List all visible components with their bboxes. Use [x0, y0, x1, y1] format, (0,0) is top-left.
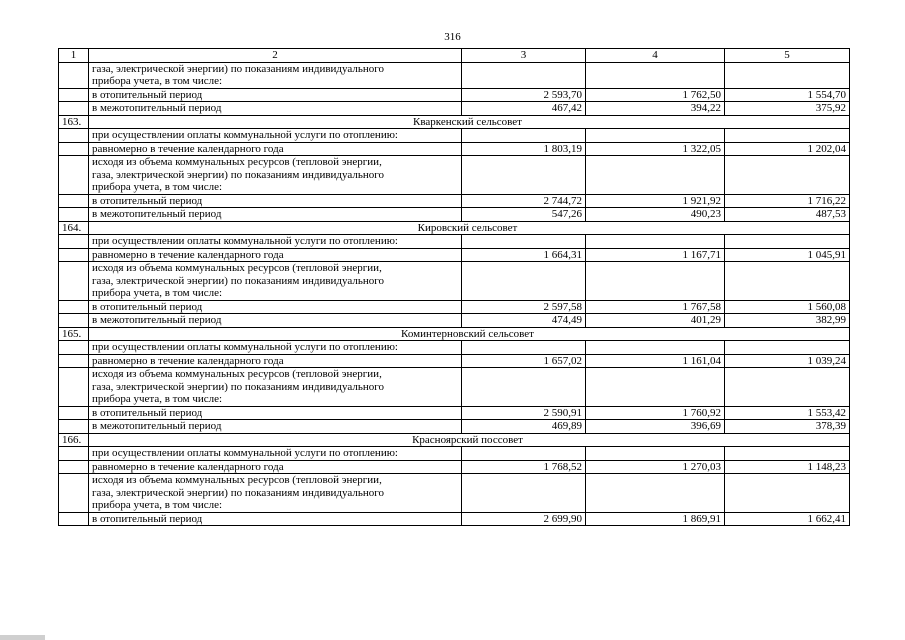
value-cell-3: 1 657,02 [462, 354, 586, 368]
value-cell-4: 1 762,50 [586, 88, 725, 102]
row-number-cell [59, 341, 89, 355]
value-cell-5 [725, 341, 850, 355]
description-row [59, 341, 850, 355]
value-cell-5: 1 662,41 [725, 512, 850, 526]
description-line: газа, электрической энергии) по показаниям индивидуального [92, 380, 384, 393]
value-cell-4: 490,23 [586, 208, 725, 222]
value-cell-5: 375,92 [725, 102, 850, 116]
section-title: Коминтерновский сельсовет [89, 327, 850, 341]
description-line: прибора учета, в том числе: [92, 393, 223, 405]
description-cell [89, 156, 462, 195]
row-label: равномерно в течение календарного года [89, 460, 462, 474]
value-cell-5: 487,53 [725, 208, 850, 222]
value-cell-3 [462, 341, 586, 355]
value-cell-5 [725, 474, 850, 513]
value-cell-4 [586, 62, 725, 88]
value-cell-4: 394,22 [586, 102, 725, 116]
description-line: при осуществлении оплаты коммунальной услуги по отоплению: [92, 341, 398, 353]
row-label: равномерно в течение календарного года [89, 354, 462, 368]
table-row [59, 102, 850, 116]
row-number-cell [59, 420, 89, 434]
description-line: прибора учета, в том числе: [92, 75, 223, 87]
page-number: 316 [444, 31, 461, 43]
value-cell-4: 1 921,92 [586, 194, 725, 208]
description-line: прибора учета, в том числе: [92, 499, 223, 511]
value-cell-5 [725, 368, 850, 407]
row-number-cell [59, 474, 89, 513]
row-number-cell [59, 300, 89, 314]
value-cell-4 [586, 156, 725, 195]
tariff-table [58, 48, 850, 526]
table-header-row [59, 49, 850, 63]
row-number-cell [59, 235, 89, 249]
table-row [59, 420, 850, 434]
value-cell-4: 1 869,91 [586, 512, 725, 526]
value-cell-5: 1 202,04 [725, 142, 850, 156]
section-row [59, 433, 850, 447]
row-number-cell [59, 248, 89, 262]
description-line: исходя из объема коммунальных ресурсов (тепловой энергии, [92, 156, 382, 168]
value-cell-3 [462, 262, 586, 301]
table-row [59, 354, 850, 368]
row-number-cell [59, 62, 89, 88]
header-col-4: 4 [586, 49, 725, 63]
section-title: Красноярский поссовет [89, 433, 850, 447]
description-line: газа, электрической энергии) по показаниям индивидуального [92, 62, 384, 75]
row-number-cell [59, 142, 89, 156]
row-label: в межотопительный период [89, 208, 462, 222]
section-title: Кировский сельсовет [89, 221, 850, 235]
value-cell-3: 2 597,58 [462, 300, 586, 314]
table-row [59, 142, 850, 156]
value-cell-5: 1 039,24 [725, 354, 850, 368]
description-row [59, 262, 850, 301]
value-cell-5: 1 560,08 [725, 300, 850, 314]
value-cell-5 [725, 235, 850, 249]
row-number-cell [59, 88, 89, 102]
row-label: равномерно в течение календарного года [89, 248, 462, 262]
value-cell-4 [586, 262, 725, 301]
row-label: в отопительный период [89, 300, 462, 314]
header-col-3: 3 [462, 49, 586, 63]
row-number-cell [59, 460, 89, 474]
value-cell-3: 2 593,70 [462, 88, 586, 102]
description-line: исходя из объема коммунальных ресурсов (тепловой энергии, [92, 474, 382, 486]
row-number-cell [59, 512, 89, 526]
table-row [59, 460, 850, 474]
value-cell-5: 378,39 [725, 420, 850, 434]
section-row [59, 115, 850, 129]
description-cell [89, 474, 462, 513]
section-row [59, 221, 850, 235]
table-row [59, 194, 850, 208]
row-number-cell [59, 354, 89, 368]
section-title: Кваркенский сельсовет [89, 115, 850, 129]
row-label: в отопительный период [89, 194, 462, 208]
row-label: в межотопительный период [89, 420, 462, 434]
value-cell-4 [586, 368, 725, 407]
value-cell-4 [586, 474, 725, 513]
row-number-cell [59, 208, 89, 222]
description-row [59, 156, 850, 195]
value-cell-3 [462, 447, 586, 461]
value-cell-5 [725, 262, 850, 301]
description-cell [89, 62, 462, 88]
value-cell-5 [725, 129, 850, 143]
value-cell-3 [462, 129, 586, 143]
section-number: 163. [59, 115, 89, 129]
description-cell [89, 341, 462, 355]
value-cell-3: 474,49 [462, 314, 586, 328]
table-row [59, 314, 850, 328]
value-cell-4 [586, 129, 725, 143]
description-line: прибора учета, в том числе: [92, 287, 223, 299]
value-cell-3: 467,42 [462, 102, 586, 116]
value-cell-5 [725, 447, 850, 461]
description-row [59, 235, 850, 249]
value-cell-4 [586, 341, 725, 355]
description-line: исходя из объема коммунальных ресурсов (тепловой энергии, [92, 262, 382, 274]
description-line: прибора учета, в том числе: [92, 181, 223, 193]
value-cell-4 [586, 235, 725, 249]
row-number-cell [59, 262, 89, 301]
row-number-cell [59, 156, 89, 195]
value-cell-5: 1 553,42 [725, 406, 850, 420]
description-line: при осуществлении оплаты коммунальной услуги по отоплению: [92, 235, 398, 247]
description-row [59, 368, 850, 407]
description-cell [89, 447, 462, 461]
value-cell-3: 2 590,91 [462, 406, 586, 420]
value-cell-4: 1 161,04 [586, 354, 725, 368]
row-number-cell [59, 447, 89, 461]
table-row [59, 300, 850, 314]
value-cell-5: 1 716,22 [725, 194, 850, 208]
value-cell-3: 1 803,19 [462, 142, 586, 156]
value-cell-3: 2 699,90 [462, 512, 586, 526]
header-col-2: 2 [89, 49, 462, 63]
value-cell-5 [725, 62, 850, 88]
description-line: исходя из объема коммунальных ресурсов (тепловой энергии, [92, 368, 382, 380]
value-cell-3 [462, 235, 586, 249]
row-label: в межотопительный период [89, 102, 462, 116]
section-number: 164. [59, 221, 89, 235]
description-line: газа, электрической энергии) по показаниям индивидуального [92, 168, 384, 181]
value-cell-3 [462, 474, 586, 513]
row-label: в отопительный период [89, 512, 462, 526]
description-line: газа, электрической энергии) по показаниям индивидуального [92, 274, 384, 287]
row-number-cell [59, 406, 89, 420]
row-number-cell [59, 314, 89, 328]
description-row [59, 447, 850, 461]
value-cell-4: 1 760,92 [586, 406, 725, 420]
value-cell-4: 1 167,71 [586, 248, 725, 262]
table-row [59, 406, 850, 420]
row-label: в отопительный период [89, 406, 462, 420]
section-row [59, 327, 850, 341]
value-cell-5: 382,99 [725, 314, 850, 328]
value-cell-4: 1 767,58 [586, 300, 725, 314]
scan-edge-mark [0, 635, 45, 640]
value-cell-5: 1 554,70 [725, 88, 850, 102]
value-cell-4: 396,69 [586, 420, 725, 434]
table-row [59, 512, 850, 526]
value-cell-3: 2 744,72 [462, 194, 586, 208]
value-cell-4: 1 270,03 [586, 460, 725, 474]
value-cell-5: 1 045,91 [725, 248, 850, 262]
description-line: при осуществлении оплаты коммунальной услуги по отоплению: [92, 447, 398, 459]
section-number: 165. [59, 327, 89, 341]
row-number-cell [59, 129, 89, 143]
table-row [59, 248, 850, 262]
value-cell-5 [725, 156, 850, 195]
description-row [59, 62, 850, 88]
description-cell [89, 262, 462, 301]
row-label: в отопительный период [89, 88, 462, 102]
row-label: равномерно в течение календарного года [89, 142, 462, 156]
value-cell-3 [462, 368, 586, 407]
value-cell-5: 1 148,23 [725, 460, 850, 474]
description-line: при осуществлении оплаты коммунальной услуги по отоплению: [92, 129, 398, 141]
row-label: в межотопительный период [89, 314, 462, 328]
table-row [59, 88, 850, 102]
description-cell [89, 235, 462, 249]
value-cell-4: 401,29 [586, 314, 725, 328]
table-row [59, 208, 850, 222]
header-col-5: 5 [725, 49, 850, 63]
value-cell-3: 1 768,52 [462, 460, 586, 474]
value-cell-3 [462, 156, 586, 195]
table-body [59, 62, 850, 526]
value-cell-4: 1 322,05 [586, 142, 725, 156]
description-row [59, 129, 850, 143]
header-col-1: 1 [59, 49, 89, 63]
description-cell [89, 368, 462, 407]
value-cell-3 [462, 62, 586, 88]
row-number-cell [59, 368, 89, 407]
value-cell-4 [586, 447, 725, 461]
description-line: газа, электрической энергии) по показаниям индивидуального [92, 486, 384, 499]
description-row [59, 474, 850, 513]
section-number: 166. [59, 433, 89, 447]
row-number-cell [59, 102, 89, 116]
value-cell-3: 1 664,31 [462, 248, 586, 262]
value-cell-3: 469,89 [462, 420, 586, 434]
row-number-cell [59, 194, 89, 208]
value-cell-3: 547,26 [462, 208, 586, 222]
description-cell [89, 129, 462, 143]
